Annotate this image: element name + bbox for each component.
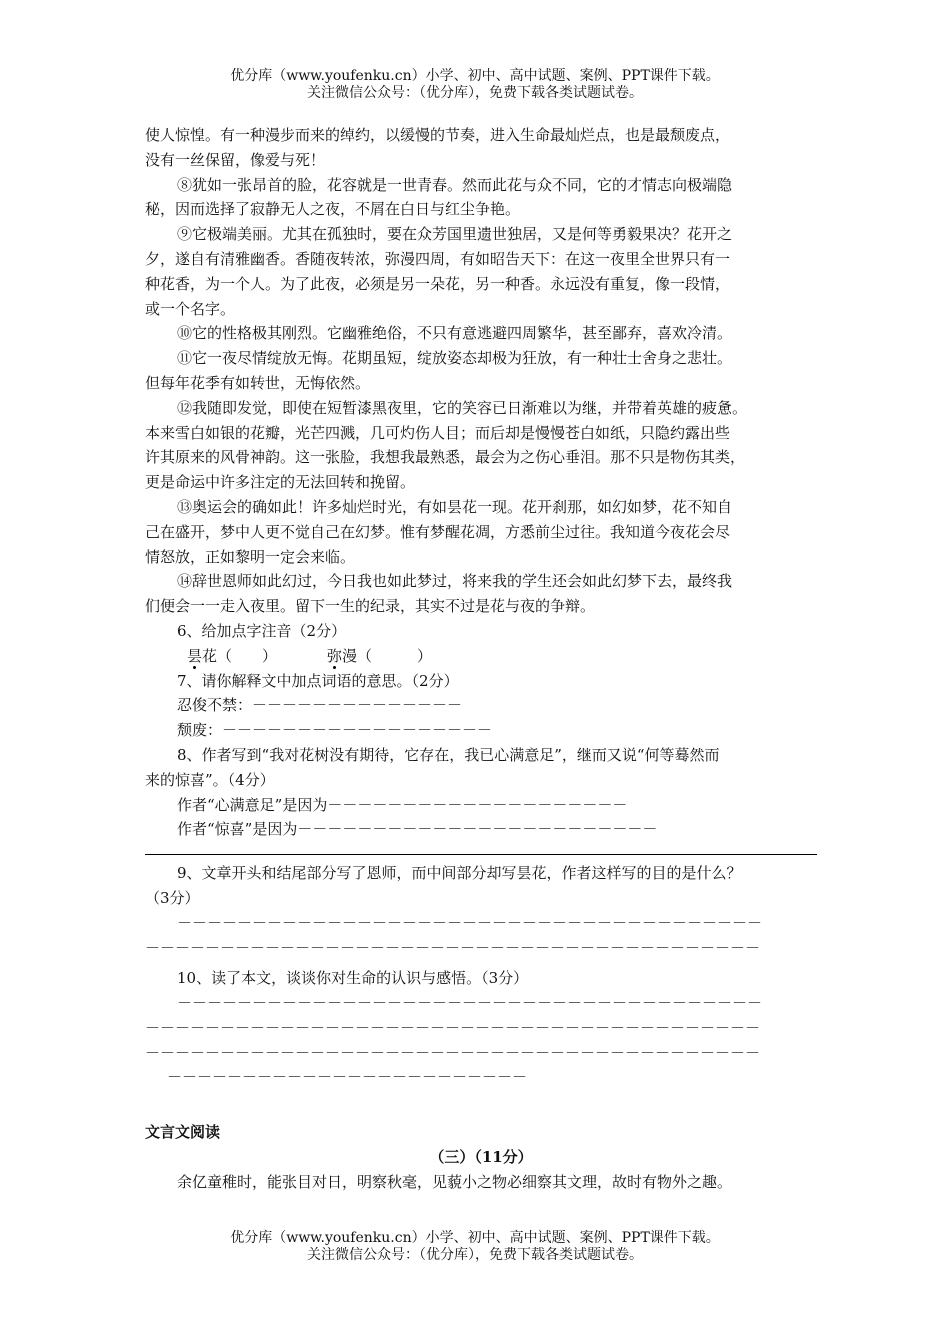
dotted-char: 昙	[187, 646, 203, 665]
paragraph-12-line: ⑫我随即发觉，即使在短暂漆黑夜里，它的笑容已日渐难以为继，并带着英雄的疲惫。	[177, 398, 748, 417]
section-subheading: （三）（11分）	[429, 1148, 533, 1167]
header-line-1: 优分库（www.youfenku.cn）小学、初中、高中试题、案例、PPT课件下载。	[230, 68, 720, 84]
paragraph-12-line: 本来雪白如银的花瓣，光芒四溅，几可灼伤人目；而后却是慢慢苍白如纸，只隐约露出些	[145, 423, 731, 442]
question-9-answer-line[interactable]: －－－－－－－－－－－－－－－－－－－－－－－－－－－－－－－－－－－－－－－－－	[145, 938, 761, 957]
paragraph-9-line: 夕，遂自有清雅幽香。香随夜转浓，弥漫四周，有如昭告天下：在这一夜里全世界只有一	[145, 249, 731, 268]
reading-passage	[145, 123, 817, 619]
question-10-answer-line[interactable]: －－－－－－－－－－－－－－－－－－－－－－－－－－－－－－－－－－－－－－－－－	[145, 1018, 761, 1037]
question-6-items	[145, 644, 817, 669]
footer-line-2: 关注微信公众号：（优分库），免费下载各类试题试卷。	[307, 1247, 643, 1263]
question-6-item-2: 漫（ ）	[342, 646, 433, 665]
page-header	[0, 68, 950, 102]
paragraph-12-line: 许其原来的风骨神韵。这一张脸，我想我最熟悉，最会为之伤心垂泪。那不只是物伤其类，	[145, 448, 746, 467]
paragraph-14-line: ⑭辞世恩师如此幻过，今日我也如此梦过，将来我的学生还会如此幻梦下去，最终我	[177, 572, 733, 591]
question-6-item-1: 花（ ）	[202, 646, 278, 665]
section-heading: 文言文阅读	[145, 1123, 221, 1142]
question-8-line: 8、作者写到“我对花树没有期待，它存在，我已心满意足”，继而又说“何等蓦然而	[177, 745, 720, 764]
dotted-char: 弥	[327, 646, 343, 665]
paragraph-8-line: 秘，因而选择了寂静无人之夜，不屑在白日与红尘争艳。	[145, 200, 521, 219]
paragraph-12-line: 更是命运中许多注定的无法回转和挽留。	[145, 473, 416, 492]
question-8-line: 来的惊喜”。（4分）	[145, 770, 275, 789]
question-10-answer-line[interactable]: －－－－－－－－－－－－－－－－－－－－－－－－－－－－－－－－－－－－－－－－－	[145, 1043, 761, 1062]
question-8-answer-1[interactable]: 作者“心满意足”是因为－－－－－－－－－－－－－－－－－－－－	[177, 795, 628, 814]
paragraph-10-line: ⑩它的性格极其刚烈。它幽雅绝俗，不只有意逃避四周繁华，甚至鄙弃，喜欢冷清。	[177, 324, 733, 343]
paragraph-9-line: 或一个名字。	[145, 299, 236, 318]
answer-rule-line	[145, 842, 817, 855]
passage-line: 没有一丝保留，像爱与死！	[145, 150, 326, 169]
paragraph-13-line: 情怒放，正如黎明一定会来临。	[145, 547, 356, 566]
question-7-answer-2[interactable]: 颓废：－－－－－－－－－－－－－－－－－－	[177, 721, 493, 740]
paragraph-8-line: ⑧犹如一张昂首的脸，花容就是一世青春。然而此花与众不同，它的才情志向极端隐	[177, 175, 733, 194]
question-6-title: 6、给加点字注音（2分）	[177, 621, 347, 640]
question-10-answer-line[interactable]: －－－－－－－－－－－－－－－－－－－－－－－－	[167, 1068, 528, 1087]
question-10-title: 10、读了本文，谈谈你对生命的认识与感悟。（3分）	[177, 969, 529, 988]
classical-text-line: 余亿童稚时，能张目对日，明察秋毫，见藐小之物必细察其文理，故时有物外之趣。	[177, 1172, 733, 1191]
question-7-answer-1[interactable]: 忍俊不禁：－－－－－－－－－－－－－－	[177, 696, 463, 715]
questions-section	[145, 619, 817, 1090]
passage-line: 使人惊惶。有一种漫步而来的绰约，以缓慢的节奏，进入生命最灿烂点，也是最颓废点，	[145, 126, 731, 144]
paragraph-11-line: 但每年花季有如转世，无悔依然。	[145, 373, 371, 392]
page-footer	[0, 1230, 950, 1264]
paragraph-11-line: ⑪它一夜尽情绽放无悔。花期虽短，绽放姿态却极为狂放，有一种壮士舍身之悲壮。	[177, 349, 733, 368]
paragraph-13-line: 己在盛开，梦中人更不觉自己在幻梦。惟有梦醒花凋，方悉前尘过往。我知道今夜花会尽	[145, 522, 731, 541]
question-10-answer-line[interactable]: －－－－－－－－－－－－－－－－－－－－－－－－－－－－－－－－－－－－－－－	[177, 994, 763, 1013]
paragraph-9-line: 种花香，为一个人。为了此夜，必须是另一朵花，另一种香。永远没有重复，像一段情，	[145, 274, 731, 293]
document-body	[145, 123, 817, 1195]
question-9-line: （3分）	[145, 888, 200, 907]
question-9-answer-line[interactable]: －－－－－－－－－－－－－－－－－－－－－－－－－－－－－－－－－－－－－－－	[177, 913, 763, 932]
question-7-title: 7、请你解释文中加点词语的意思。（2分）	[177, 671, 459, 690]
question-8-answer-2[interactable]: 作者“惊喜”是因为－－－－－－－－－－－－－－－－－－－－－－－－	[177, 820, 658, 839]
paragraph-13-line: ⑬奥运会的确如此！许多灿烂时光，有如昙花一现。花开刹那，如幻如梦，花不知自	[177, 497, 733, 516]
footer-line-1: 优分库（www.youfenku.cn）小学、初中、高中试题、案例、PPT课件下载。	[230, 1230, 720, 1246]
question-9-line: 9、文章开头和结尾部分写了恩师，而中间部分却写昙花，作者这样写的目的是什么？	[177, 864, 742, 883]
header-line-2: 关注微信公众号：（优分库），免费下载各类试题试卷。	[307, 85, 643, 101]
paragraph-14-line: 们便会一一走入夜里。留下一生的纪录，其实不过是花与夜的争辩。	[145, 597, 596, 616]
paragraph-9-line: ⑨它极端美丽。尤其在孤独时，要在众芳国里遗世独居，又是何等勇毅果决？花开之	[177, 225, 733, 244]
classical-chinese-section	[145, 1120, 817, 1194]
